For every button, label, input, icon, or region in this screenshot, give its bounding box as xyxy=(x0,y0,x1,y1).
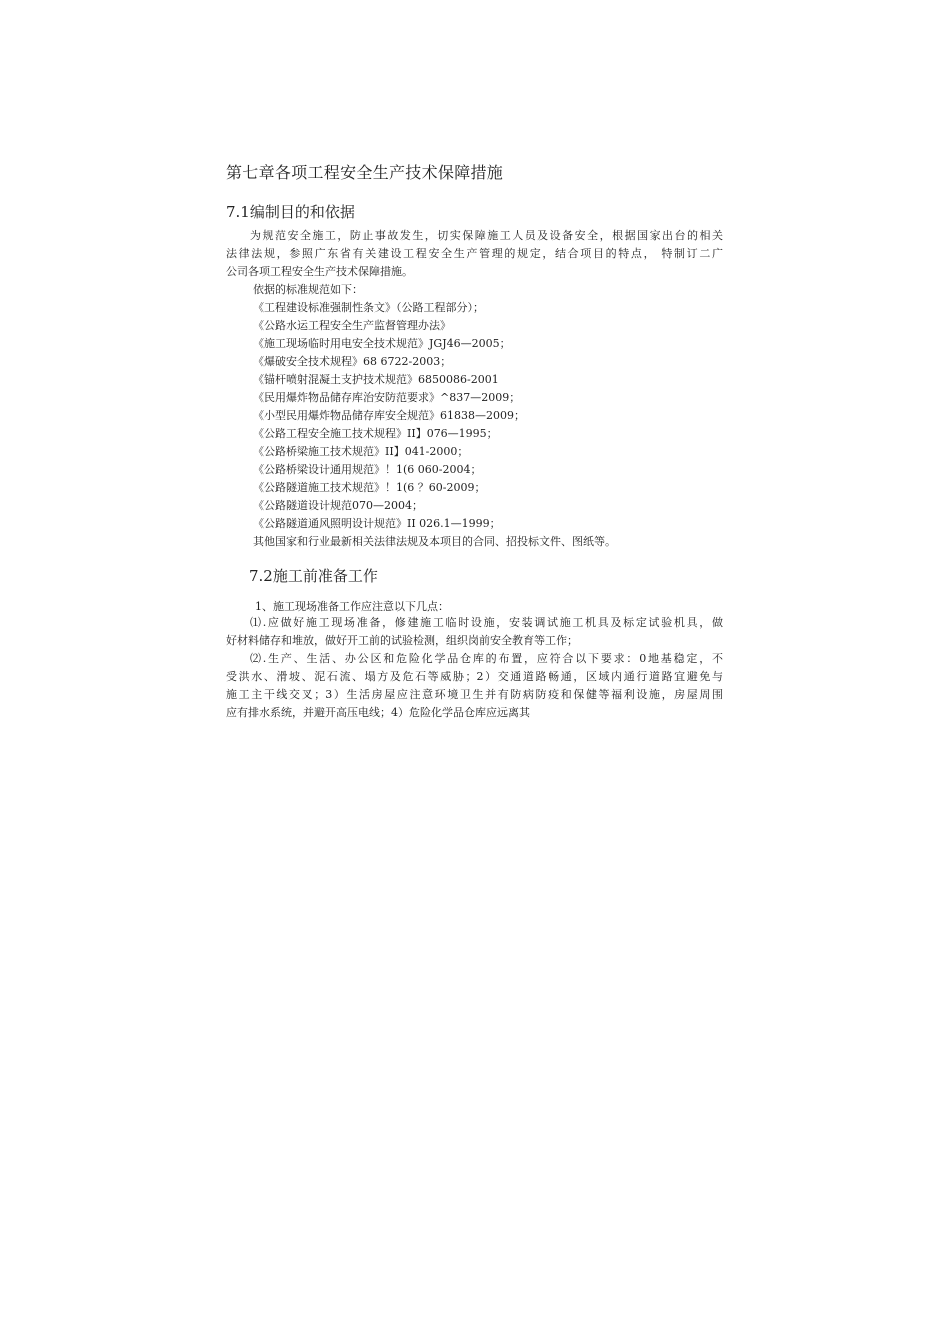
standard-item: 《公路隧道设计规范070—2004； xyxy=(253,499,423,512)
section-title-7-2: 7.2施工前准备工作 xyxy=(249,567,378,585)
point-2-line-3: 施工主干线交叉；3）生活房屋应注意环境卫生并有防病防疫和保健等福利设施，房屋周围 xyxy=(226,688,723,701)
standard-item: 《公路水运工程安全生产监督管理办法》 xyxy=(253,319,451,332)
standard-item: 《公路工程安全施工技术规程》II】076—1995； xyxy=(253,427,498,440)
intro-line-1: 为规范安全施工，防止事故发生，切实保障施工人员及设备安全，根据国家出台的相关 xyxy=(250,229,723,242)
point-1-line-2: 好材料储存和堆放，做好开工前的试验检测，组织岗前安全教育等工作； xyxy=(226,634,578,647)
standard-item: 《公路隧道施工技术规范》！1(6 ？60-2009； xyxy=(253,481,486,494)
intro-paragraph xyxy=(226,227,723,281)
basis-intro: 依据的标准规范如下： xyxy=(253,283,363,296)
point-1-line-1: ⑴.应做好施工现场准备，修建施工临时设施，安装调试施工机具及标定试验机具，做 xyxy=(250,616,723,629)
chapter-title: 第七章各项工程安全生产技术保障措施 xyxy=(226,163,504,182)
standard-item: 《锚杆喷射混凝土支护技术规范》6850086-2001 xyxy=(253,373,499,386)
point-2-line-4: 应有排水系统，并避开高压电线；4）危险化学品仓库应远离其 xyxy=(226,706,530,719)
standard-item: 《民用爆炸物品储存库治安防范要求》^837—2009； xyxy=(253,391,521,404)
point-1-paragraph xyxy=(226,614,723,650)
standard-item: 《公路隧道通风照明设计规范》II 026.1—1999； xyxy=(253,517,501,530)
intro-line-2: 法律法规，参照广东省有关建设工程安全生产管理的规定，结合项目的特点， 特制订二广 xyxy=(226,247,723,260)
point-2-paragraph xyxy=(226,650,723,722)
point-2-line-2: 受洪水、滑坡、泥石流、塌方及危石等威胁；2）交通道路畅通，区域内通行道路宜避免与 xyxy=(226,670,723,683)
standard-item: 《爆破安全技术规程》68 6722-2003； xyxy=(253,355,452,368)
standard-item: 《小型民用爆炸物品储存库安全规范》61838—2009； xyxy=(253,409,525,422)
standards-list xyxy=(253,281,616,551)
intro-line-3: 公司各项工程安全生产技术保障措施。 xyxy=(226,265,413,278)
standard-item: 《工程建设标准强制性条文》（公路工程部分）； xyxy=(253,301,484,314)
standard-item: 《公路桥梁施工技术规范》II】041-2000； xyxy=(253,445,469,458)
standard-item: 《公路桥梁设计通用规范》！1(6 060-2004； xyxy=(253,463,482,476)
section-title-7-1: 7.1编制目的和依据 xyxy=(226,203,355,221)
item-1-text: 1、施工现场准备工作应注意以下几点： xyxy=(255,600,449,613)
closing-text: 其他国家和行业最新相关法律法规及本项目的合同、招投标文件、图纸等。 xyxy=(253,535,616,548)
standard-item: 《施工现场临时用电安全技术规范》JGJ46—2005； xyxy=(253,337,511,350)
point-2-line-1: ⑵.生产、生活、办公区和危险化学品仓库的布置，应符合以下要求：0地基稳定，不 xyxy=(250,652,723,665)
